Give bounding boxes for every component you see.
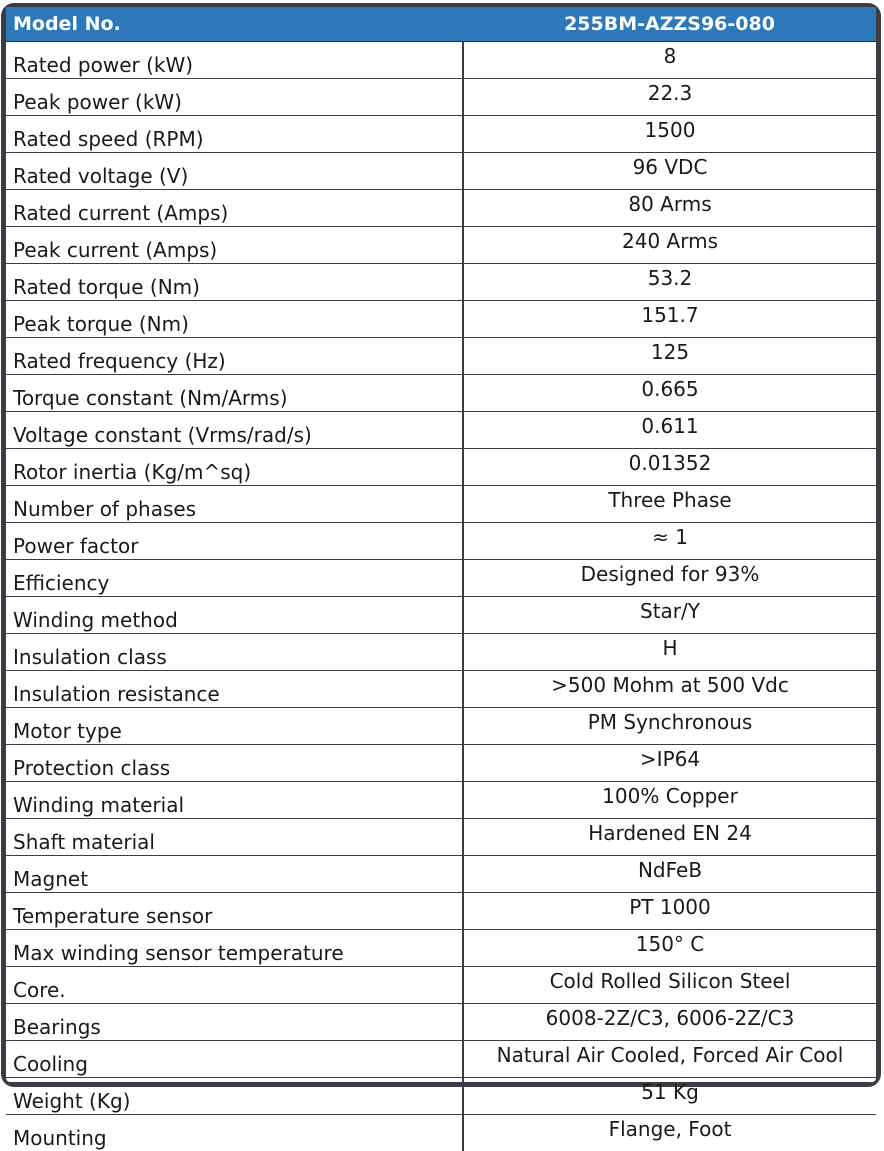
header-label: Model No.: [6, 7, 463, 42]
table-header-row: [6, 7, 876, 42]
spec-table-body: [6, 42, 876, 1151]
spec-label: Mounting: [6, 1115, 463, 1151]
spec-value: 151.7: [463, 301, 876, 338]
spec-label: Efficiency: [6, 560, 463, 597]
spec-label: Winding method: [6, 597, 463, 634]
table-row: [6, 893, 876, 930]
spec-label: Magnet: [6, 856, 463, 893]
spec-value: Hardened EN 24: [463, 819, 876, 856]
spec-label: Peak torque (Nm): [6, 301, 463, 338]
spec-label: Bearings: [6, 1004, 463, 1041]
spec-label: Winding material: [6, 782, 463, 819]
table-row: [6, 338, 876, 375]
spec-value: Three Phase: [463, 486, 876, 523]
spec-label: Weight (Kg): [6, 1078, 463, 1115]
spec-label: Rated current (Amps): [6, 190, 463, 227]
spec-label: Rotor inertia (Kg/m^sq): [6, 449, 463, 486]
spec-value: Cold Rolled Silicon Steel: [463, 967, 876, 1004]
spec-label: Peak power (kW): [6, 79, 463, 116]
spec-label: Rated speed (RPM): [6, 116, 463, 153]
spec-label: Insulation resistance: [6, 671, 463, 708]
spec-label: Insulation class: [6, 634, 463, 671]
spec-value: 150° C: [463, 930, 876, 967]
spec-label: Rated voltage (V): [6, 153, 463, 190]
spec-label: Voltage constant (Vrms/rad/s): [6, 412, 463, 449]
spec-value: 100% Copper: [463, 782, 876, 819]
spec-table-container: [6, 7, 876, 1082]
table-row: [6, 153, 876, 190]
table-row: [6, 1004, 876, 1041]
spec-value: 96 VDC: [463, 153, 876, 190]
table-row: [6, 930, 876, 967]
table-row: [6, 1041, 876, 1078]
header-model-number: 255BM-AZZS96-080: [463, 7, 876, 42]
table-row: [6, 449, 876, 486]
spec-value: Natural Air Cooled, Forced Air Cool: [463, 1041, 876, 1078]
spec-value: 1500: [463, 116, 876, 153]
spec-label: Cooling: [6, 1041, 463, 1078]
spec-value: 8: [463, 42, 876, 79]
table-row: [6, 1078, 876, 1115]
spec-label: Torque constant (Nm/Arms): [6, 375, 463, 412]
table-row: [6, 856, 876, 893]
spec-value: 0.665: [463, 375, 876, 412]
spec-label: Rated power (kW): [6, 42, 463, 79]
table-row: [6, 782, 876, 819]
table-row: [6, 745, 876, 782]
spec-value: 51 Kg: [463, 1078, 876, 1115]
spec-value: Designed for 93%: [463, 560, 876, 597]
spec-label: Rated frequency (Hz): [6, 338, 463, 375]
spec-value: Flange, Foot: [463, 1115, 876, 1151]
table-row: [6, 79, 876, 116]
spec-label: Rated torque (Nm): [6, 264, 463, 301]
spec-label: Temperature sensor: [6, 893, 463, 930]
spec-value: 6008-2Z/C3, 6006-2Z/C3: [463, 1004, 876, 1041]
table-row: [6, 523, 876, 560]
table-row: [6, 708, 876, 745]
spec-value: NdFeB: [463, 856, 876, 893]
table-row: [6, 301, 876, 338]
spec-table-frame: [1, 3, 881, 1087]
spec-value: 53.2: [463, 264, 876, 301]
spec-label: Power factor: [6, 523, 463, 560]
table-row: [6, 1115, 876, 1151]
table-row: [6, 597, 876, 634]
spec-value: 0.01352: [463, 449, 876, 486]
spec-label: Number of phases: [6, 486, 463, 523]
spec-table: [6, 7, 876, 1151]
table-row: [6, 264, 876, 301]
table-row: [6, 190, 876, 227]
spec-value: >IP64: [463, 745, 876, 782]
table-row: [6, 375, 876, 412]
spec-label: Peak current (Amps): [6, 227, 463, 264]
table-row: [6, 116, 876, 153]
table-row: [6, 227, 876, 264]
table-row: [6, 819, 876, 856]
spec-value: 240 Arms: [463, 227, 876, 264]
table-row: [6, 967, 876, 1004]
table-row: [6, 560, 876, 597]
table-row: [6, 486, 876, 523]
spec-label: Protection class: [6, 745, 463, 782]
spec-value: 125: [463, 338, 876, 375]
table-row: [6, 634, 876, 671]
spec-value: 0.611: [463, 412, 876, 449]
spec-label: Max winding sensor temperature: [6, 930, 463, 967]
table-row: [6, 42, 876, 79]
spec-value: >500 Mohm at 500 Vdc: [463, 671, 876, 708]
table-row: [6, 671, 876, 708]
table-row: [6, 412, 876, 449]
spec-value: 22.3: [463, 79, 876, 116]
spec-label: Shaft material: [6, 819, 463, 856]
spec-value: H: [463, 634, 876, 671]
spec-value: PM Synchronous: [463, 708, 876, 745]
spec-value: PT 1000: [463, 893, 876, 930]
spec-value: Star/Y: [463, 597, 876, 634]
spec-value: 80 Arms: [463, 190, 876, 227]
spec-label: Motor type: [6, 708, 463, 745]
spec-value: ≈ 1: [463, 523, 876, 560]
spec-label: Core.: [6, 967, 463, 1004]
